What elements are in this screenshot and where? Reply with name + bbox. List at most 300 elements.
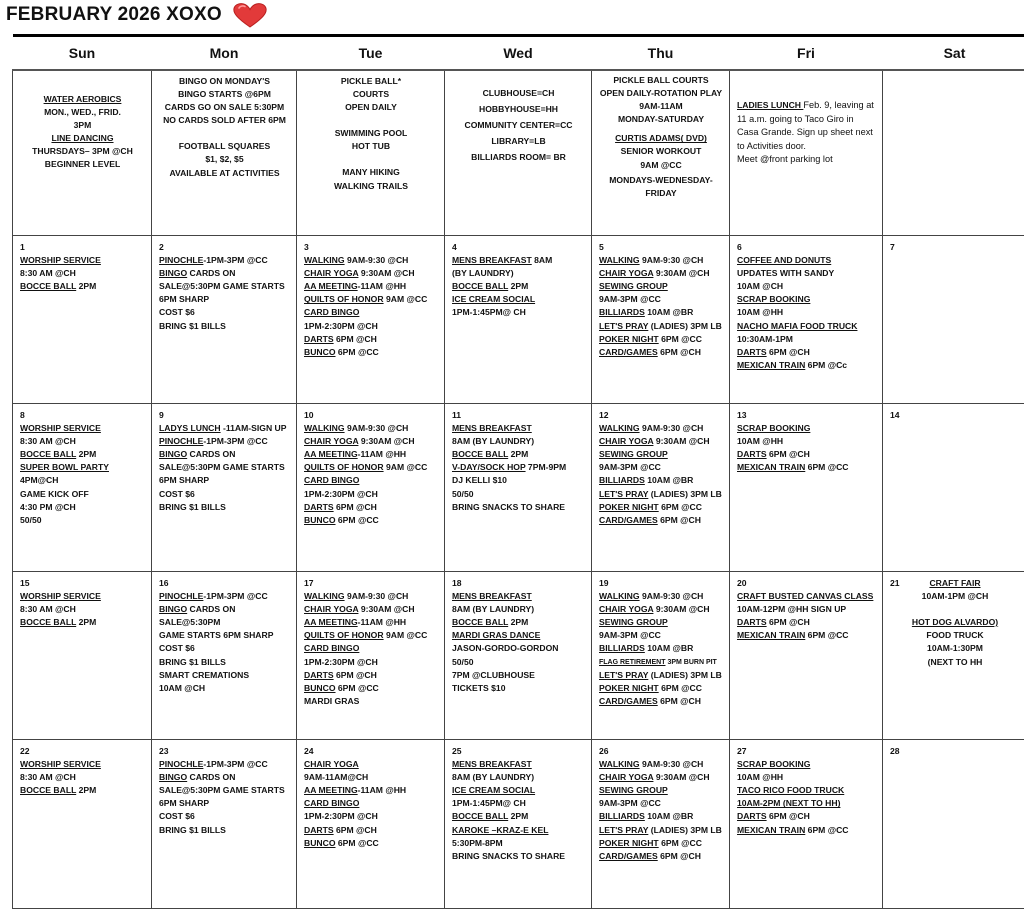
event-line — [737, 461, 876, 474]
info-text: AVAILABLE AT ACTIVITIES — [159, 167, 290, 180]
event-line — [599, 254, 723, 267]
event-time: (LADIES) 3PM LB — [648, 825, 722, 835]
event-details: 1PM-2:30PM @CH — [304, 656, 438, 669]
event-title: AA MEETING — [304, 617, 358, 627]
event-title: POKER NIGHT — [599, 502, 659, 512]
event-title: QUILTS OF HONOR — [304, 294, 384, 304]
event-title: WALKING — [304, 255, 345, 265]
event-line — [304, 293, 438, 306]
info-text: BINGO ON MONDAY'S — [159, 75, 290, 88]
event-title: DARTS — [304, 670, 334, 680]
event-details: 9AM-3PM @CC — [599, 293, 723, 306]
event-title: BOCCE BALL — [20, 617, 76, 627]
event-line — [304, 603, 438, 616]
info-text: MANY HIKING — [304, 166, 438, 179]
event-line — [20, 280, 145, 293]
event-time: -1PM-3PM @CC — [203, 759, 267, 769]
event-title: QUILTS OF HONOR — [304, 630, 384, 640]
day-cell-19 — [592, 572, 730, 740]
event-title: CARD/GAMES — [599, 851, 658, 861]
event-line — [599, 656, 723, 669]
day-number: 4 — [452, 241, 585, 254]
event-title: WORSHIP SERVICE — [20, 254, 145, 267]
event-time: 3PM BURN PIT — [666, 659, 717, 666]
day-cell-26 — [592, 740, 730, 909]
event-title: CRAFT BUSTED CANVAS CLASS — [737, 590, 876, 603]
event-time: 6PM @CH — [334, 670, 377, 680]
info-text: MONDAYS-WEDNESDAY-FRIDAY — [599, 174, 723, 200]
day-cell-6 — [730, 236, 883, 404]
event-time: 2PM — [508, 449, 528, 459]
event-time: CARDS ON — [187, 449, 235, 459]
day-cell-28 — [883, 740, 1024, 909]
event-time: 6PM @CH — [767, 617, 810, 627]
info-text: $1, $2, $5 — [159, 153, 290, 166]
event-time: -11AM @HH — [358, 617, 407, 627]
event-line — [159, 422, 290, 435]
event-line — [20, 616, 145, 629]
event-time: -11AM @HH — [358, 281, 407, 291]
event-line — [599, 320, 723, 333]
weekday-wed: Wed — [445, 36, 592, 71]
info-text: SENIOR WORKOUT — [599, 145, 723, 158]
event-title: LET'S PRAY — [599, 825, 648, 835]
event-title: MARDI GRAS DANCE — [452, 629, 585, 642]
info-text: COMMUNITY CENTER=CC — [452, 119, 585, 132]
event-time: -11AM @HH — [358, 785, 407, 795]
event-details: JASON-GORDO-GORDON 50/50 7PM @CLUBHOUSE TICKETS $10 — [452, 642, 585, 694]
day-cell-27 — [730, 740, 883, 909]
event-time: (LADIES) 3PM LB — [648, 670, 722, 680]
event-title: BOCCE BALL — [452, 449, 508, 459]
info-text: COURTS — [304, 88, 438, 101]
event-time: 6PM @CH — [658, 515, 701, 525]
event-time: 9AM-9:30 @CH — [640, 759, 704, 769]
event-details: DJ KELLI $10 50/50 BRING SNACKS TO SHARE — [452, 474, 585, 513]
event-line — [20, 448, 145, 461]
event-line — [452, 254, 585, 267]
event-line — [452, 616, 585, 629]
event-title: MENS BREAKFAST — [452, 758, 585, 771]
event-details: 1PM-2:30PM @CH — [304, 320, 438, 333]
event-title: SCRAP BOOKING — [737, 758, 876, 771]
day-cell-15 — [13, 572, 152, 740]
event-time: -11AM-SIGN UP — [221, 423, 287, 433]
event-title: BOCCE BALL — [20, 785, 76, 795]
day-number: 19 — [599, 577, 723, 590]
event-time: 6PM @CH — [767, 347, 810, 357]
event-time: 9AM-9:30 @CH — [640, 423, 704, 433]
day-number: 13 — [737, 409, 876, 422]
day-number: 14 — [890, 409, 1020, 422]
day-cell-18 — [445, 572, 592, 740]
event-line — [304, 280, 438, 293]
info-cell-thu — [592, 70, 730, 236]
event-title: BINGO — [159, 604, 187, 614]
event-time: 2PM — [508, 811, 528, 821]
day-number: 27 — [737, 745, 876, 758]
event-line — [20, 784, 145, 797]
info-text: THURSDAYS– 3PM @CH — [20, 145, 145, 158]
day-number: 8 — [20, 409, 145, 422]
event-details: 5:30PM-8PM — [452, 837, 585, 850]
info-text: MONDAY-SATURDAY — [599, 113, 723, 126]
info-text: HOT TUB — [304, 140, 438, 153]
event-details: SALE@5:30PM GAME STARTS 6PM SHARP COST $6 BRING $1 BILLS — [159, 461, 290, 513]
event-line — [737, 629, 876, 642]
event-line — [159, 771, 290, 784]
event-title: MENS BREAKFAST — [452, 590, 585, 603]
info-cell-fri — [730, 70, 883, 236]
event-title: WORSHIP SERVICE — [20, 422, 145, 435]
event-details: (NEXT TO HH — [890, 656, 1020, 669]
event-title: BUNCO — [304, 838, 336, 848]
event-time: 9AM-9:30 @CH — [345, 591, 409, 601]
event-line — [304, 461, 438, 474]
event-details: 9AM-3PM @CC — [599, 461, 723, 474]
event-details: 10AM @HH — [737, 771, 876, 784]
event-title: MEXICAN TRAIN — [737, 462, 805, 472]
event-details: 10AM-2PM (NEXT TO HH) — [737, 797, 876, 810]
event-time: 2PM — [76, 785, 96, 795]
weekday-sun: Sun — [13, 36, 152, 71]
event-line — [304, 629, 438, 642]
event-title: BILLIARDS — [599, 811, 645, 821]
event-line — [599, 590, 723, 603]
info-text: 9AM-11AM — [599, 100, 723, 113]
event-line — [304, 590, 438, 603]
event-title: BILLIARDS — [599, 643, 645, 653]
event-line — [599, 695, 723, 708]
event-details: 8:30 AM @CH — [20, 435, 145, 448]
day-cell-9 — [152, 404, 297, 572]
event-note: Meet @front parking lot — [737, 153, 876, 167]
event-line — [304, 837, 438, 850]
day-number: 12 — [599, 409, 723, 422]
event-details: 10AM @CH — [737, 280, 876, 293]
info-text: BINGO STARTS @6PM — [159, 88, 290, 101]
event-line — [159, 448, 290, 461]
event-time: 9:30AM @CH — [358, 436, 414, 446]
event-title: BUNCO — [304, 515, 336, 525]
event-title: HOT DOG ALVARDO) — [890, 616, 1020, 629]
event-title: DARTS — [737, 449, 767, 459]
info-text: SWIMMING POOL — [304, 127, 438, 140]
info-cell-sat — [883, 70, 1024, 236]
event-title: CARD/GAMES — [599, 696, 658, 706]
event-details: 10AM-1PM @CH — [890, 590, 1020, 603]
event-title: CHAIR YOGA — [599, 772, 653, 782]
event-title: WALKING — [599, 423, 640, 433]
event-time: CARDS ON — [187, 772, 235, 782]
event-time: 6PM @CC — [659, 334, 702, 344]
event-line — [304, 669, 438, 682]
info-text: OPEN DAILY — [304, 101, 438, 114]
event-line — [599, 514, 723, 527]
event-title: BILLIARDS — [599, 307, 645, 317]
day-number: 9 — [159, 409, 290, 422]
event-title: CARD BINGO — [304, 306, 438, 319]
week-row-3 — [13, 572, 1024, 740]
event-line — [737, 824, 876, 837]
event-time: (LADIES) 3PM LB — [648, 489, 722, 499]
event-title: BINGO — [159, 772, 187, 782]
info-row — [13, 70, 1024, 236]
day-cell-12 — [592, 404, 730, 572]
event-title: CHAIR YOGA — [599, 436, 653, 446]
event-time: 9AM-9:30 @CH — [640, 591, 704, 601]
event-time: 6PM @CH — [334, 334, 377, 344]
event-title: BUNCO — [304, 347, 336, 357]
event-title: WORSHIP SERVICE — [20, 590, 145, 603]
event-line — [159, 758, 290, 771]
event-time: 10AM @BR — [645, 307, 694, 317]
day-cell-7 — [883, 236, 1024, 404]
event-details: (BY LAUNDRY) — [452, 267, 585, 280]
event-details: SALE@5:30PM GAME STARTS 6PM SHARP COST $6 BRING $1 BILLS — [159, 784, 290, 836]
event-time: 6PM @CH — [658, 347, 701, 357]
event-title: BOCCE BALL — [20, 449, 76, 459]
event-line — [599, 771, 723, 784]
event-details: MARDI GRAS — [304, 695, 438, 708]
day-number: 17 — [304, 577, 438, 590]
event-title: DARTS — [304, 502, 334, 512]
event-line — [159, 254, 290, 267]
event-line — [304, 267, 438, 280]
day-cell-17 — [297, 572, 445, 740]
event-title: PINOCHLE — [159, 255, 203, 265]
event-time: 6PM @CC — [805, 825, 848, 835]
event-title: LET'S PRAY — [599, 489, 648, 499]
event-time: 6PM @CC — [336, 838, 379, 848]
event-details: 8AM (BY LAUNDRY) — [452, 603, 585, 616]
day-number: 18 — [452, 577, 585, 590]
event-time: 6PM @Cc — [805, 360, 847, 370]
event-title: BILLIARDS — [599, 475, 645, 485]
event-time: CARDS ON — [187, 268, 235, 278]
event-time: 6PM @CH — [334, 502, 377, 512]
event-title: CHAIR YOGA — [304, 758, 438, 771]
event-line — [599, 850, 723, 863]
event-line — [304, 435, 438, 448]
event-title: LET'S PRAY — [599, 670, 648, 680]
event-time: -1PM-3PM @CC — [203, 436, 267, 446]
info-cell-tue — [297, 70, 445, 236]
event-details: 8AM (BY LAUNDRY) — [452, 771, 585, 784]
event-title: AA MEETING — [304, 449, 358, 459]
event-line — [304, 254, 438, 267]
event-title: V-DAY/SOCK HOP — [452, 462, 526, 472]
weekday-header-row — [13, 36, 1024, 71]
event-title: PINOCHLE — [159, 591, 203, 601]
event-title: CHAIR YOGA — [304, 604, 358, 614]
event-line — [599, 488, 723, 501]
event-line — [452, 810, 585, 823]
heart-icon — [232, 2, 268, 28]
event-title: MENS BREAKFAST — [452, 255, 532, 265]
event-title: ICE CREAM SOCIAL — [452, 784, 585, 797]
event-time: 6PM @CH — [767, 811, 810, 821]
event-line — [737, 616, 876, 629]
event-line — [599, 682, 723, 695]
event-title: BOCCE BALL — [20, 281, 76, 291]
event-line — [599, 810, 723, 823]
event-details: 4PM@CH GAME KICK OFF 4:30 PM @CH 50/50 — [20, 474, 145, 526]
info-text: OPEN DAILY-ROTATION PLAY — [599, 87, 723, 100]
event-time: 9:30AM @CH — [653, 772, 709, 782]
week-row-1 — [13, 236, 1024, 404]
event-line — [304, 824, 438, 837]
day-cell-16 — [152, 572, 297, 740]
event-title: NACHO MAFIA FOOD TRUCK — [737, 320, 876, 333]
info-text: WALKING TRAILS — [304, 180, 438, 193]
calendar-header — [6, 2, 268, 28]
event-time: 10AM @BR — [645, 811, 694, 821]
weekday-thu: Thu — [592, 36, 730, 71]
event-title: DARTS — [737, 811, 767, 821]
event-title: DARTS — [304, 334, 334, 344]
event-details: 9AM-3PM @CC — [599, 797, 723, 810]
event-line — [304, 514, 438, 527]
info-text: CURTIS ADAMS( DVD) — [599, 132, 723, 145]
event-title: WALKING — [304, 423, 345, 433]
info-text: BILLIARDS ROOM= BR — [452, 151, 585, 164]
day-number: 26 — [599, 745, 723, 758]
info-cell-sun — [13, 70, 152, 236]
info-cell-mon — [152, 70, 297, 236]
event-details: Feb. 9, leaving at 11 a.m. going to Taco Giro in Casa Grande. Sign up sheet next to Activities door. — [737, 100, 874, 151]
event-title: BUNCO — [304, 683, 336, 693]
event-line — [737, 810, 876, 823]
event-time: 2PM — [508, 281, 528, 291]
event-details: 10AM-1:30PM — [890, 642, 1020, 655]
event-details: 1PM-1:45PM@ CH — [452, 797, 585, 810]
event-line — [737, 346, 876, 359]
info-text: WATER AEROBICS — [20, 93, 145, 106]
event-line — [304, 682, 438, 695]
event-title: KAROKE –KRAZ-E KEL — [452, 824, 585, 837]
day-number: 2 — [159, 241, 290, 254]
event-details: FOOD TRUCK — [890, 629, 1020, 642]
event-time: 8AM — [532, 255, 553, 265]
event-time: 7PM-9PM — [526, 462, 567, 472]
event-title: BOCCE BALL — [452, 281, 508, 291]
event-time: 6PM @CC — [336, 683, 379, 693]
day-number: 6 — [737, 241, 876, 254]
event-time: 10AM @BR — [645, 643, 694, 653]
weekday-sat: Sat — [883, 36, 1024, 71]
day-cell-10 — [297, 404, 445, 572]
day-number: 11 — [452, 409, 585, 422]
event-title: AA MEETING — [304, 281, 358, 291]
event-time: 6PM @CC — [805, 462, 848, 472]
day-number: 23 — [159, 745, 290, 758]
day-number: 1 — [20, 241, 145, 254]
event-title: MEXICAN TRAIN — [737, 360, 805, 370]
event-time: 9AM @CC — [384, 630, 428, 640]
event-line — [599, 603, 723, 616]
event-line — [304, 448, 438, 461]
event-title: PINOCHLE — [159, 759, 203, 769]
event-title: WALKING — [599, 591, 640, 601]
event-details: 9AM-3PM @CC — [599, 629, 723, 642]
event-details: 10:30AM-1PM — [737, 333, 876, 346]
event-line — [304, 422, 438, 435]
day-number: 3 — [304, 241, 438, 254]
day-cell-3 — [297, 236, 445, 404]
event-title: QUILTS OF HONOR — [304, 462, 384, 472]
event-details: 8AM (BY LAUNDRY) — [452, 435, 585, 448]
event-time: 2PM — [76, 617, 96, 627]
event-title: WORSHIP SERVICE — [20, 758, 145, 771]
event-time: 9AM-9:30 @CH — [640, 255, 704, 265]
event-title: CHAIR YOGA — [599, 604, 653, 614]
event-time: 9:30AM @CH — [358, 268, 414, 278]
event-line — [599, 837, 723, 850]
event-title: SEWING GROUP — [599, 280, 723, 293]
event-title: ICE CREAM SOCIAL — [452, 293, 585, 306]
day-cell-21 — [883, 572, 1024, 740]
info-text: PICKLE BALL COURTS — [599, 74, 723, 87]
event-details: 1PM-2:30PM @CH — [304, 488, 438, 501]
weekday-tue: Tue — [297, 36, 445, 71]
event-title: POKER NIGHT — [599, 838, 659, 848]
event-line — [737, 448, 876, 461]
info-text: LIBRARY=LB — [452, 135, 585, 148]
event-line — [599, 474, 723, 487]
day-cell-1 — [13, 236, 152, 404]
event-title: POKER NIGHT — [599, 334, 659, 344]
event-time: 9:30AM @CH — [653, 268, 709, 278]
day-number: 15 — [20, 577, 145, 590]
event-time: -1PM-3PM @CC — [203, 255, 267, 265]
event-title: CARD BINGO — [304, 797, 438, 810]
event-line — [304, 616, 438, 629]
event-line — [304, 346, 438, 359]
event-line — [159, 267, 290, 280]
event-title: SEWING GROUP — [599, 448, 723, 461]
event-time: 9:30AM @CH — [653, 436, 709, 446]
event-line — [304, 501, 438, 514]
event-line — [599, 501, 723, 514]
event-line — [159, 590, 290, 603]
event-time: 6PM @CH — [334, 825, 377, 835]
day-cell-14 — [883, 404, 1024, 572]
event-details: 10AM @HH — [737, 306, 876, 319]
day-number: 5 — [599, 241, 723, 254]
event-time: 9:30AM @CH — [653, 604, 709, 614]
event-line — [599, 333, 723, 346]
event-time: 6PM @CH — [658, 696, 701, 706]
event-title: AA MEETING — [304, 785, 358, 795]
event-line — [159, 435, 290, 448]
event-line — [599, 422, 723, 435]
ladies-lunch-note — [737, 99, 876, 153]
day-cell-23 — [152, 740, 297, 909]
calendar-grid — [12, 34, 1024, 909]
event-time: 2PM — [76, 281, 96, 291]
event-line — [599, 758, 723, 771]
event-line — [304, 333, 438, 346]
event-title: MENS BREAKFAST — [452, 422, 585, 435]
event-title: LET'S PRAY — [599, 321, 648, 331]
event-title: LADIES LUNCH — [737, 100, 803, 110]
week-row-4 — [13, 740, 1024, 909]
event-title: BOCCE BALL — [452, 617, 508, 627]
event-time: 6PM @CC — [336, 515, 379, 525]
event-details: 8:30 AM @CH — [20, 603, 145, 616]
event-details: SALE@5:30PM GAME STARTS 6PM SHARP COST $6 BRING $1 BILLS — [159, 280, 290, 332]
